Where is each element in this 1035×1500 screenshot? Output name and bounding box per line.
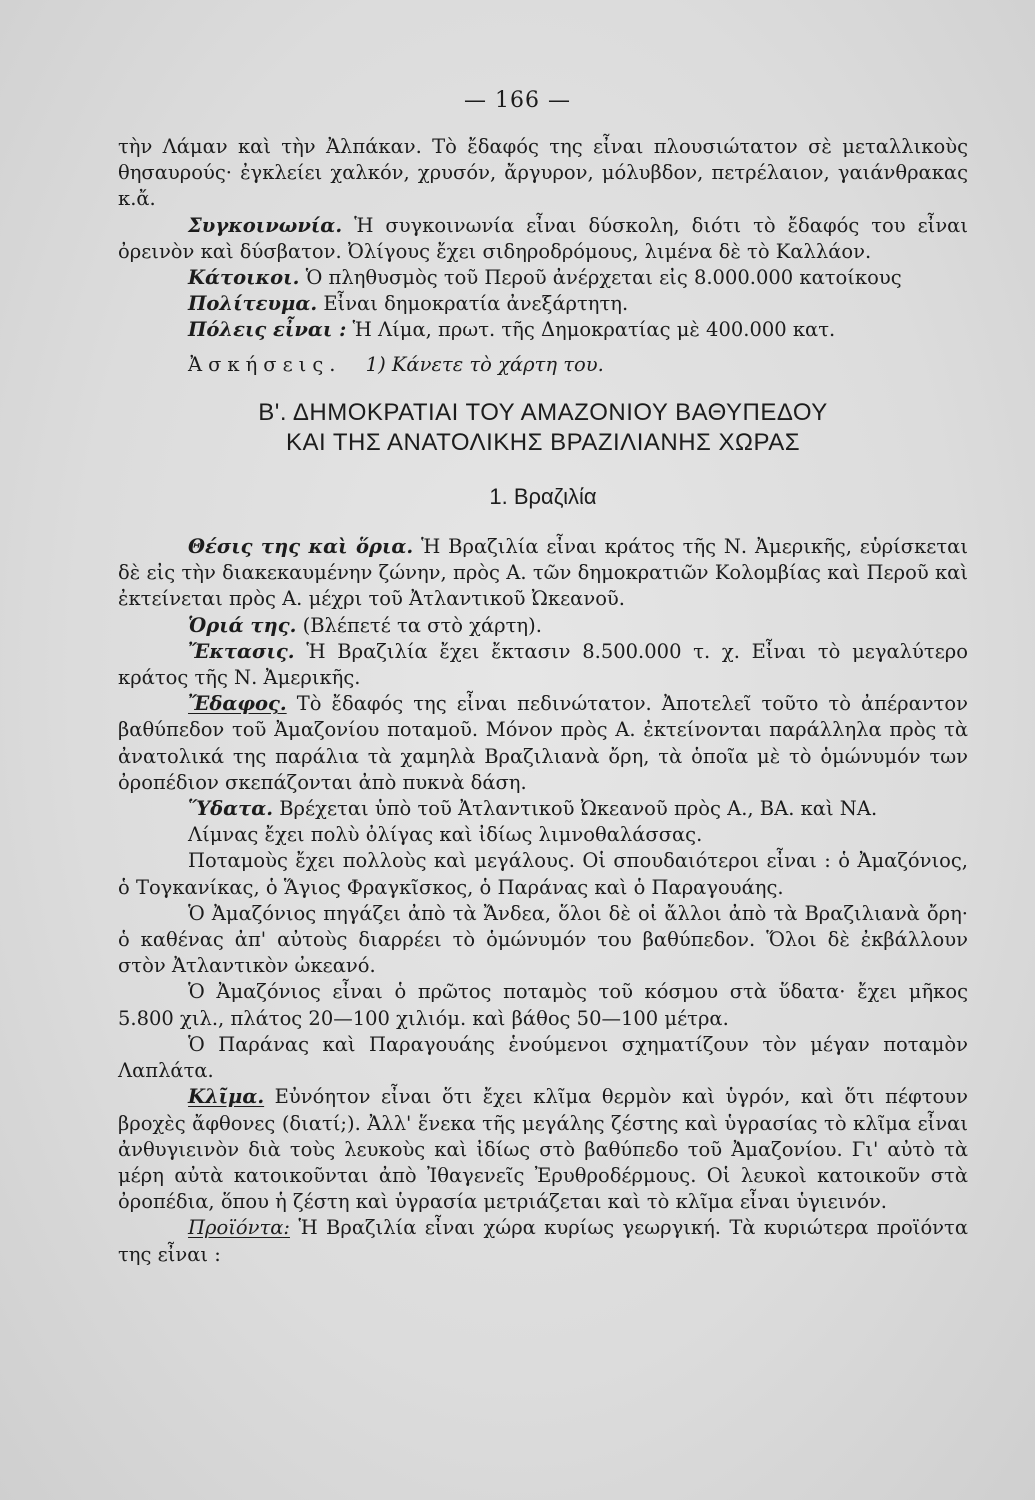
paragraph-label: Ἔκτασις.	[188, 639, 295, 663]
paragraph-label: Συγκοινωνία.	[188, 213, 343, 237]
paragraph-text: (Βλέπετέ τα στὸ χάρτη).	[296, 613, 542, 637]
paragraph-amazon-source	[118, 901, 968, 980]
subsection-title: 1. Βραζιλία	[489, 483, 597, 509]
paragraph-laplata	[118, 1032, 968, 1084]
paragraph-label: Προϊόντα:	[188, 1216, 290, 1240]
paragraph-text: Τὸ ἔδαφός της εἶναι πεδινώτατον. Ἀποτελεῖ τοῦτο τὸ ἀπέραντον βαθύπεδον τοῦ Ἀμαζονίου ποταμοῦ. Μόνον πρὸς Α. ἐκτείνονται παράλληλα πρὸς τὰ ἀνατολικά της παράλια τὰ χαμηλὰ Βραζιλιανὰ ὄρη, τὰ ὁποῖα μὲ τὸ ὁμώνυμόν των ὀροπέδιον σκεπάζονται ἀπὸ πυκνὰ δάση.	[118, 692, 968, 794]
paragraph-borders	[118, 613, 968, 639]
paragraph-text: Ἡ συγκοινωνία εἶναι δύσκολη, διότι τὸ ἔδαφός του εἶναι ὀρεινὸν καὶ δύσβατον. Ὀλίγους ἔχει σιδηροδρόμους, λιμένα δὲ τὸ Καλλάον.	[118, 213, 968, 263]
paragraph-terrain	[118, 691, 968, 796]
paragraph-text: Ὁ πληθυσμὸς τοῦ Περοῦ ἀνέρχεται εἰς 8.000.000 κατοίκους	[299, 266, 902, 290]
page-number: — 166 —	[464, 88, 571, 113]
paragraph-label: Θέσις της καὶ ὅρια.	[188, 535, 414, 559]
paragraph-label: Κλῖμα.	[188, 1085, 265, 1109]
paragraph-area	[118, 639, 968, 691]
paragraph-government	[118, 291, 968, 317]
paragraph-text: Εἶναι δημοκρατία ἀνεξάρτητη.	[317, 292, 629, 316]
paragraph-lakes	[118, 822, 968, 848]
paragraph-label: Ἔδαφος.	[188, 692, 287, 716]
paragraph-label: Πολίτευμα.	[188, 292, 318, 316]
paragraph-label: Πόλεις εἶναι :	[188, 318, 347, 342]
paragraph-products	[118, 1215, 968, 1267]
exercises-text: 1) Κάνετε τὸ χάρτη του.	[365, 352, 604, 376]
paragraph-amazon-size	[118, 979, 968, 1031]
paragraph-position	[118, 534, 968, 613]
paragraph-text: Ὁ Ἀμαζόνιος πηγάζει ἀπὸ τὰ Ἄνδεα, ὅλοι δὲ οἱ ἄλλοι ἀπὸ τὰ Βραζιλιανὰ ὄρη· ὁ καθένας ἀπ' αὐτοὺς διαρρέει τὸ ὁμώνυμόν του βαθύπεδον. Ὅλοι δὲ ἐκβάλλουν στὸν Ἀτλαντικὸν ὠκεανό.	[118, 901, 968, 978]
paragraph-waters	[118, 796, 968, 822]
paragraph-communication	[118, 213, 968, 265]
paragraph-climate	[118, 1084, 968, 1215]
paragraph-text: Λίμνας ἔχει πολὺ ὀλίγας καὶ ἰδίως λιμνοθαλάσσας.	[188, 823, 703, 847]
paragraph-rivers	[118, 848, 968, 900]
paragraph-text: Βρέχεται ὑπὸ τοῦ Ἀτλαντικοῦ Ὠκεανοῦ πρὸς Α., ΒΑ. καὶ ΝΑ.	[273, 797, 878, 821]
paragraph-intro	[118, 134, 968, 213]
exercises-line	[118, 352, 968, 378]
exercises-label: Ἀσκήσεις.	[188, 352, 342, 376]
paragraph-label: Ὁριά της.	[188, 613, 297, 637]
paragraph-label: Ὕδατα.	[188, 797, 274, 821]
paragraph-text: Ὁ Παράνας καὶ Παραγουάης ἑνούμενοι σχηματίζουν τὸν μέγαν ποταμὸν Λαπλάτα.	[118, 1032, 968, 1083]
section-title	[118, 398, 968, 458]
paragraph-text: Ἡ Βραζιλία εἶναι κράτος τῆς Ν. Ἀμερικῆς, εὑρίσκεται δὲ εἰς τὴν διακεκαυμένην ζώνην, πρὸς Α. τῶν δημοκρατιῶν Κολομβίας καὶ Περοῦ καὶ ἐκτείνεται πρὸς Α. μέχρι τοῦ Ἀτλαντικοῦ Ὠκεανοῦ.	[118, 535, 968, 611]
page-content	[118, 134, 968, 1268]
section-title-line1: Β'. ΔΗΜΟΚΡΑΤΙΑΙ ΤΟΥ ΑΜΑΖΟΝΙΟΥ ΒΑΘΥΠΕΔΟΥ	[258, 398, 828, 426]
paragraph-text: Ἡ Βραζιλία ἔχει ἔκτασιν 8.500.000 τ. χ. Εἶναι τὸ μεγαλύτερο κράτος τῆς Ν. Ἀμερικῆς.	[118, 639, 968, 690]
paragraph-label: Κάτοικοι.	[188, 266, 300, 290]
paragraph-text: Εὐνόητον εἶναι ὅτι ἔχει κλῖμα θερμὸν καὶ ὑγρόν, καὶ ὅτι πέφτουν βροχὲς ἄφθονες (διατί;). Ἀλλ' ἕνεκα τῆς μεγάλης ζέστης καὶ ὑγρασίας τὸ κλῖμα εἶναι ἀνθυγιεινὸν διὰ τοὺς λευκοὺς καὶ ἰδίως στὸ βαθύπεδο τοῦ Ἀμαζονίου. Γι' αὐτὸ τὰ μέρη αὐτὰ κατοικοῦνται ἀπὸ Ἰθαγενεῖς Ἐρυθροδέρμους. Οἱ λευκοὶ κατοικοῦν στὰ ὀροπέδια, ὅπου ἡ ζέστη καὶ ὑγρασία μετριάζεται καὶ τὸ κλῖμα εἶναι ὑγιεινόν.	[118, 1085, 968, 1214]
paragraph-text: τὴν Λάμαν καὶ τὴν Ἀλπάκαν. Τὸ ἔδαφός της εἶναι πλουσιώτατον σὲ μεταλλικοὺς θησαυρούς· ἐγκλείει χαλκόν, χρυσόν, ἄργυρον, μόλυβδον, πετρέλαιον, γαιάνθρακας κ.ἄ.	[118, 135, 968, 211]
paragraph-text: Ἡ Λίμα, πρωτ. τῆς Δημοκρατίας μὲ 400.000 κατ.	[346, 318, 836, 342]
paragraph-text: Ποταμοὺς ἔχει πολλοὺς καὶ μεγάλους. Οἱ σπουδαιότεροι εἶναι : ὁ Ἀμαζόνιος, ὁ Τογκανίκας, ὁ Ἅγιος Φραγκῖσκος, ὁ Παράνας καὶ ὁ Παραγουάης.	[118, 849, 968, 899]
paragraph-text: Ἡ Βραζιλία εἶναι χώρα κυρίως γεωργική. Τὰ κυριώτερα προϊόντα της εἶναι :	[118, 1216, 968, 1266]
section-title-line2: ΚΑΙ ΤΗΣ ΑΝΑΤΟΛΙΚΗΣ ΒΡΑΖΙΛΙΑΝΗΣ ΧΩΡΑΣ	[285, 428, 801, 456]
paragraph-text: Ὁ Ἀμαζόνιος εἶναι ὁ πρῶτος ποταμὸς τοῦ κόσμου στὰ ὕδατα· ἔχει μῆκος 5.800 χιλ., πλάτος 20—100 χιλιόμ. καὶ βάθος 50—100 μέτρα.	[118, 980, 968, 1030]
paragraph-inhabitants	[118, 265, 968, 291]
paragraph-cities	[118, 317, 968, 343]
